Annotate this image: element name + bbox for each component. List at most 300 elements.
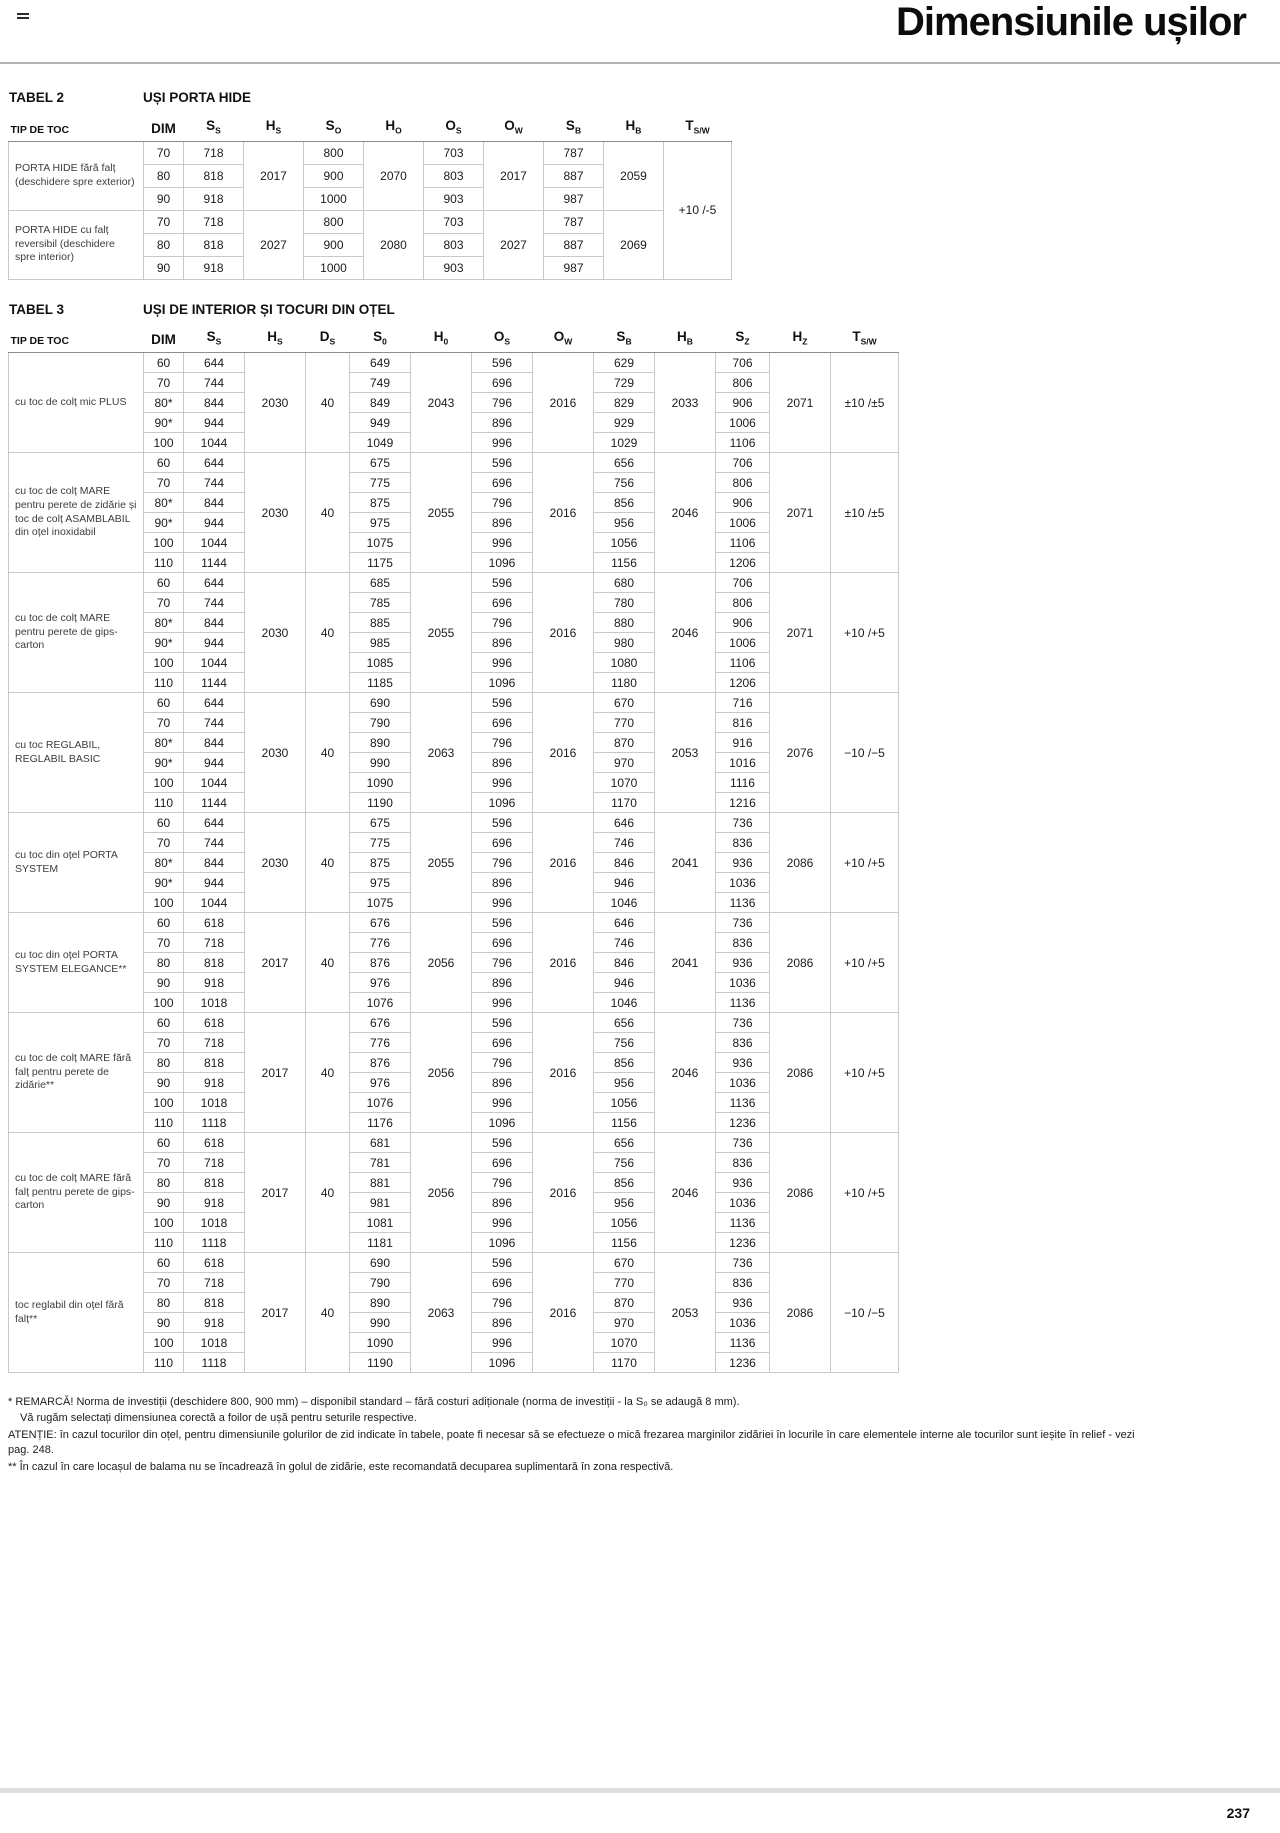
cell-os: 996 [472,993,533,1013]
cell-sb: 946 [594,873,655,893]
cell-s0: 975 [350,873,411,893]
cell-s0: 849 [350,393,411,413]
cell-sb: 987 [544,256,604,279]
cell-s0: 775 [350,833,411,853]
cell-ss: 818 [184,1053,245,1073]
cell-tsw: +10 /+5 [831,813,899,913]
footer-divider [0,1788,1280,1793]
cell-dim: 100 [144,993,184,1013]
cell-s0: 1075 [350,893,411,913]
interior-doors-table [8,326,899,1374]
cell-sb: 956 [594,1073,655,1093]
menu-icon[interactable] [17,13,29,21]
cell-sb: 1070 [594,773,655,793]
cell-os: 903 [424,256,484,279]
cell-hb: 2046 [655,573,716,693]
cell-dim: 70 [144,210,184,233]
frame-type-label: cu toc de colț mic PLUS [9,353,144,453]
cell-sz: 1106 [716,433,770,453]
cell-hs: 2027 [244,210,304,279]
cell-dim: 80 [144,1293,184,1313]
cell-s0: 1190 [350,1353,411,1373]
cell-ds: 40 [306,453,350,573]
cell-os: 996 [472,653,533,673]
cell-sz: 936 [716,853,770,873]
cell-os: 796 [472,613,533,633]
cell-os: 996 [472,1213,533,1233]
cell-sz: 936 [716,1053,770,1073]
cell-dim: 60 [144,453,184,473]
cell-sb: 856 [594,493,655,513]
cell-sz: 1036 [716,973,770,993]
cell-os: 803 [424,164,484,187]
col-header-hs: $H_S$ [245,326,306,353]
footnote-select-size: Vă rugăm selectați dimensiunea corectă a foilor de ușă pentru seturile respective. [20,1412,417,1425]
cell-sz: 706 [716,353,770,373]
cell-s0: 675 [350,813,411,833]
cell-s0: 790 [350,1273,411,1293]
cell-sz: 1116 [716,773,770,793]
cell-sz: 1006 [716,413,770,433]
cell-tsw: +10 /+5 [831,1013,899,1133]
cell-hb: 2059 [604,141,664,210]
cell-sb: 1056 [594,1093,655,1113]
cell-tsw: −10 /−5 [831,693,899,813]
cell-s0: 990 [350,753,411,773]
cell-ds: 40 [306,913,350,1013]
cell-os: 896 [472,413,533,433]
cell-s0: 790 [350,713,411,733]
cell-ho: 2070 [364,141,424,210]
cell-sz: 916 [716,733,770,753]
cell-ss: 1118 [184,1113,245,1133]
cell-dim: 100 [144,1333,184,1353]
cell-sb: 870 [594,733,655,753]
cell-dim: 70 [144,1273,184,1293]
cell-s0: 1081 [350,1213,411,1233]
cell-s0: 681 [350,1133,411,1153]
cell-hs: 2017 [245,1253,306,1373]
cell-os: 596 [472,913,533,933]
cell-dim: 80 [144,164,184,187]
col-header-hs: $H_S$ [244,114,304,141]
col-header-ds: $D_S$ [306,326,350,353]
cell-os: 596 [472,353,533,373]
cell-sz: 936 [716,1173,770,1193]
cell-hb: 2046 [655,453,716,573]
cell-ss: 944 [184,513,245,533]
col-header-ow: $O_W$ [484,114,544,141]
cell-s0: 890 [350,1293,411,1313]
cell-ss: 744 [184,373,245,393]
cell-tsw: +10 /+5 [831,1133,899,1253]
table3-label: TABEL 3 [9,301,65,317]
cell-sz: 1206 [716,673,770,693]
cell-sb: 1080 [594,653,655,673]
cell-hs: 2017 [245,1013,306,1133]
cell-tsw: −10 /−5 [831,1253,899,1373]
cell-os: 796 [472,393,533,413]
cell-dim: 110 [144,553,184,573]
cell-ss: 744 [184,473,245,493]
cell-os: 996 [472,1093,533,1113]
cell-dim: 90 [144,1073,184,1093]
cell-dim: 80* [144,733,184,753]
cell-hb: 2046 [655,1013,716,1133]
cell-s0: 1076 [350,993,411,1013]
table3-heading [9,302,1272,317]
cell-sb: 756 [594,473,655,493]
cell-sb: 887 [544,233,604,256]
cell-ss: 618 [184,1013,245,1033]
cell-sb: 1046 [594,993,655,1013]
cell-os: 596 [472,813,533,833]
frame-type-label: cu toc de colț MARE pentru perete de zidărie și toc de colț ASAMBLABIL din oțel inoxidabil [9,453,144,573]
cell-os: 696 [472,1273,533,1293]
cell-sb: 770 [594,713,655,733]
cell-ss: 644 [184,693,245,713]
cell-sb: 780 [594,593,655,613]
cell-s0: 749 [350,373,411,393]
cell-ss: 1018 [184,993,245,1013]
cell-os: 596 [472,1133,533,1153]
cell-sz: 1136 [716,1213,770,1233]
cell-sz: 1106 [716,533,770,553]
cell-hz: 2086 [770,1013,831,1133]
cell-ss: 818 [184,233,244,256]
cell-ow: 2027 [484,210,544,279]
cell-sz: 716 [716,693,770,713]
cell-s0: 985 [350,633,411,653]
cell-hz: 2076 [770,693,831,813]
cell-sz: 1236 [716,1113,770,1133]
cell-s0: 1090 [350,773,411,793]
cell-os: 696 [472,833,533,853]
cell-hz: 2086 [770,813,831,913]
cell-dim: 90 [144,256,184,279]
cell-sz: 1006 [716,633,770,653]
cell-ss: 844 [184,493,245,513]
cell-sz: 806 [716,593,770,613]
cell-sz: 1236 [716,1233,770,1253]
cell-os: 1096 [472,1353,533,1373]
cell-dim: 80 [144,1173,184,1193]
cell-hs: 2030 [245,573,306,693]
cell-sz: 736 [716,913,770,933]
cell-dim: 70 [144,833,184,853]
cell-ds: 40 [306,813,350,913]
footnote-attention: ATENȚIE: în cazul tocurilor din oțel, pentru dimensiunile golurilor de zid indicate în tabele, poate fi necesar să se efectueze o mică frezarea marginilor zidăriei în locurile în care elementele interne ale tocurilor sunt ieșite în relief - vezi pag. 248. [8,1428,1135,1457]
cell-s0: 981 [350,1193,411,1213]
cell-dim: 110 [144,1113,184,1133]
cell-h0: 2055 [411,453,472,573]
cell-os: 696 [472,1153,533,1173]
cell-dim: 80 [144,1053,184,1073]
cell-os: 996 [472,773,533,793]
cell-ss: 944 [184,873,245,893]
table3-title: UȘI DE INTERIOR ȘI TOCURI DIN OȚEL [143,301,395,317]
cell-sz: 806 [716,373,770,393]
cell-h0: 2063 [411,693,472,813]
cell-ss: 818 [184,1293,245,1313]
cell-os: 996 [472,433,533,453]
cell-os: 1096 [472,1233,533,1253]
cell-sb: 1056 [594,1213,655,1233]
cell-tsw: +10 /-5 [664,141,732,279]
cell-hz: 2086 [770,1133,831,1253]
cell-ss: 718 [184,933,245,953]
col-header-so: $S_O$ [304,114,364,141]
cell-s0: 685 [350,573,411,593]
cell-ss: 918 [184,1193,245,1213]
cell-hs: 2030 [245,453,306,573]
cell-sb: 670 [594,693,655,713]
cell-dim: 90* [144,753,184,773]
cell-ds: 40 [306,1253,350,1373]
cell-tsw: +10 /+5 [831,573,899,693]
cell-s0: 675 [350,453,411,473]
cell-ss: 1044 [184,893,245,913]
frame-type-label: cu toc de colț MARE fără falț pentru perete de zidărie** [9,1013,144,1133]
col-header-sb: $S_B$ [544,114,604,141]
cell-dim: 80* [144,493,184,513]
cell-s0: 1181 [350,1233,411,1253]
cell-dim: 110 [144,1233,184,1253]
cell-dim: 70 [144,473,184,493]
cell-so: 900 [304,233,364,256]
cell-sb: 1156 [594,553,655,573]
cell-ss: 918 [184,187,244,210]
cell-dim: 80 [144,233,184,256]
cell-sz: 1016 [716,753,770,773]
cell-dim: 80* [144,853,184,873]
cell-os: 696 [472,1033,533,1053]
cell-dim: 70 [144,1033,184,1053]
col-header-tsw: $T_{S/W}$ [664,114,732,141]
cell-s0: 1049 [350,433,411,453]
table2-title: UȘI PORTA HIDE [143,90,252,105]
cell-s0: 875 [350,493,411,513]
cell-sz: 816 [716,713,770,733]
cell-sb: 746 [594,833,655,853]
cell-hs: 2030 [245,693,306,813]
cell-hb: 2041 [655,913,716,1013]
cell-os: 796 [472,493,533,513]
cell-os: 596 [472,1253,533,1273]
cell-ds: 40 [306,1013,350,1133]
cell-os: 896 [472,973,533,993]
cell-os: 1096 [472,1113,533,1133]
cell-tsw: ±10 /±5 [831,453,899,573]
cell-sb: 1156 [594,1233,655,1253]
cell-dim: 60 [144,573,184,593]
cell-ss: 918 [184,256,244,279]
cell-ss: 618 [184,1133,245,1153]
cell-os: 896 [472,513,533,533]
cell-dim: 70 [144,593,184,613]
cell-sb: 680 [594,573,655,593]
cell-dim: 100 [144,433,184,453]
cell-sb: 1170 [594,793,655,813]
cell-ss: 618 [184,1253,245,1273]
cell-dim: 100 [144,893,184,913]
cell-sb: 970 [594,1313,655,1333]
cell-os: 896 [472,1193,533,1213]
col-header-ho: $H_O$ [364,114,424,141]
cell-dim: 90 [144,1193,184,1213]
cell-s0: 690 [350,693,411,713]
cell-ds: 40 [306,573,350,693]
cell-ds: 40 [306,1133,350,1253]
cell-sb: 870 [594,1293,655,1313]
cell-ss: 718 [184,210,244,233]
cell-os: 896 [472,1313,533,1333]
cell-dim: 100 [144,773,184,793]
cell-dim: 70 [144,1153,184,1173]
frame-type-label: cu toc din oțel PORTA SYSTEM ELEGANCE** [9,913,144,1013]
cell-dim: 70 [144,713,184,733]
cell-os: 703 [424,141,484,164]
cell-ss: 1018 [184,1333,245,1353]
cell-sz: 736 [716,1133,770,1153]
cell-ow: 2016 [533,1133,594,1253]
cell-sz: 706 [716,573,770,593]
col-header-hz: $H_Z$ [770,326,831,353]
cell-os: 596 [472,573,533,593]
cell-sz: 1036 [716,873,770,893]
cell-h0: 2055 [411,573,472,693]
cell-s0: 885 [350,613,411,633]
cell-sz: 806 [716,473,770,493]
footnotes [8,1395,1158,1475]
cell-hz: 2071 [770,353,831,453]
header-divider [0,62,1280,64]
cell-sz: 836 [716,1273,770,1293]
cell-os: 996 [472,1333,533,1353]
cell-dim: 100 [144,653,184,673]
cell-s0: 1190 [350,793,411,813]
cell-dim: 100 [144,1093,184,1113]
cell-dim: 90* [144,413,184,433]
cell-sz: 706 [716,453,770,473]
cell-ss: 1044 [184,653,245,673]
cell-sb: 829 [594,393,655,413]
col-header-hb: $H_B$ [655,326,716,353]
col-header-sb: $S_B$ [594,326,655,353]
col-header-tiptoc: TIP DE TOC [9,326,144,353]
cell-sb: 929 [594,413,655,433]
cell-sb: 846 [594,953,655,973]
cell-hb: 2041 [655,813,716,913]
cell-sz: 836 [716,933,770,953]
cell-sb: 787 [544,141,604,164]
frame-type-label: cu toc REGLABIL, REGLABIL BASIC [9,693,144,813]
cell-sb: 946 [594,973,655,993]
cell-ss: 744 [184,593,245,613]
cell-ss: 1044 [184,533,245,553]
cell-os: 696 [472,593,533,613]
cell-hb: 2046 [655,1133,716,1253]
cell-ss: 718 [184,1153,245,1173]
cell-sb: 1070 [594,1333,655,1353]
cell-ow: 2016 [533,1013,594,1133]
cell-dim: 70 [144,933,184,953]
cell-sz: 906 [716,393,770,413]
cell-os: 596 [472,453,533,473]
cell-s0: 876 [350,1053,411,1073]
cell-sz: 936 [716,953,770,973]
col-header-ss: $S_S$ [184,326,245,353]
col-header-sz: $S_Z$ [716,326,770,353]
frame-type-label: cu toc de colț MARE fără falț pentru perete de gips-carton [9,1133,144,1253]
cell-s0: 649 [350,353,411,373]
cell-s0: 976 [350,973,411,993]
cell-sz: 736 [716,1253,770,1273]
cell-h0: 2056 [411,913,472,1013]
page-title: Dimensiunile ușilor [896,0,1246,44]
cell-ss: 818 [184,1173,245,1193]
cell-sb: 987 [544,187,604,210]
cell-dim: 100 [144,533,184,553]
cell-s0: 676 [350,913,411,933]
col-header-ss: $S_S$ [184,114,244,141]
cell-ss: 818 [184,164,244,187]
cell-sb: 880 [594,613,655,633]
cell-s0: 1085 [350,653,411,673]
cell-sz: 736 [716,813,770,833]
cell-s0: 949 [350,413,411,433]
cell-dim: 60 [144,813,184,833]
cell-ow: 2016 [533,913,594,1013]
frame-type-label: cu toc de colț MARE pentru perete de gips-carton [9,573,144,693]
cell-sb: 1029 [594,433,655,453]
cell-hs: 2030 [245,813,306,913]
cell-sb: 1170 [594,1353,655,1373]
cell-os: 896 [472,873,533,893]
cell-sb: 1046 [594,893,655,913]
cell-sb: 729 [594,373,655,393]
cell-sb: 956 [594,1193,655,1213]
cell-sb: 970 [594,753,655,773]
cell-s0: 990 [350,1313,411,1333]
cell-ss: 618 [184,913,245,933]
cell-dim: 90 [144,1313,184,1333]
cell-ss: 1144 [184,673,245,693]
frame-type-label: PORTA HIDE fără falț (deschidere spre exterior) [9,141,144,210]
cell-os: 596 [472,693,533,713]
cell-tsw: +10 /+5 [831,913,899,1013]
cell-sb: 656 [594,453,655,473]
cell-hz: 2086 [770,913,831,1013]
cell-sz: 1036 [716,1313,770,1333]
cell-sz: 1136 [716,893,770,913]
cell-ss: 1044 [184,433,245,453]
cell-s0: 890 [350,733,411,753]
cell-os: 796 [472,1053,533,1073]
cell-sb: 1180 [594,673,655,693]
cell-ss: 1118 [184,1353,245,1373]
cell-os: 796 [472,1173,533,1193]
cell-os: 796 [472,1293,533,1313]
cell-so: 900 [304,164,364,187]
cell-h0: 2043 [411,353,472,453]
cell-dim: 60 [144,1253,184,1273]
col-header-ow: $O_W$ [533,326,594,353]
footnote-hinge: ** În cazul în care locașul de balama nu se încadrează în golul de zidărie, este recomandată decuparea suplimentară în zona respectivă. [8,1460,674,1473]
cell-os: 1096 [472,793,533,813]
cell-ss: 718 [184,1273,245,1293]
cell-sb: 756 [594,1033,655,1053]
